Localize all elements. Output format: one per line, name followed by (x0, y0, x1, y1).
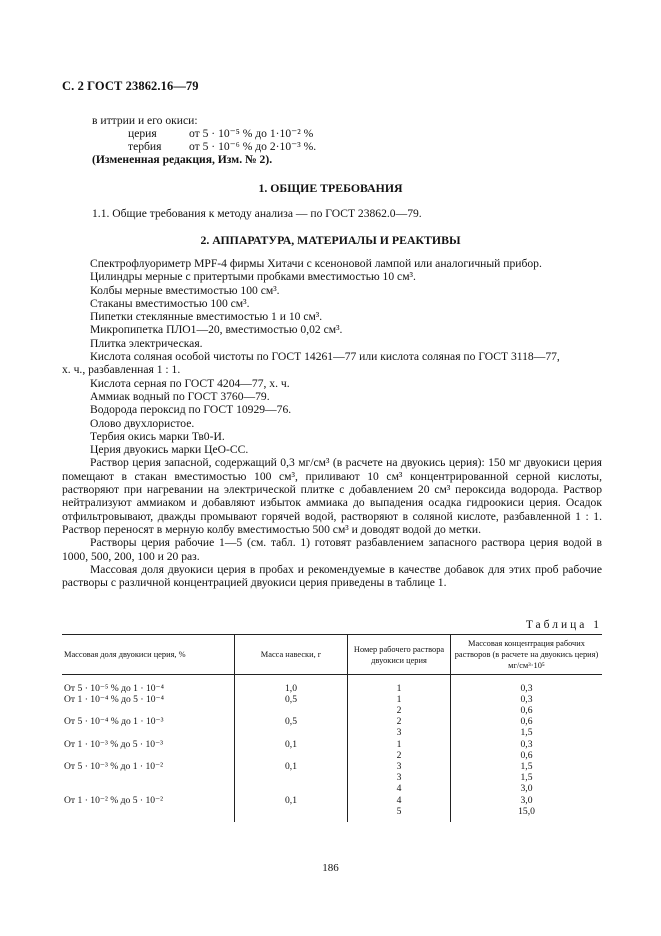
mass-fraction-paragraph: Массовая доля двуокиси церия в пробах и рекомендуемые в качестве добавок для этих проб рабочие растворы с различной концентрацией двуокиси церия приведены в таблице 1. (62, 562, 602, 590)
item-tin-chloride: Олово двухлористое. (90, 416, 195, 430)
table-row (62, 705, 602, 716)
cell-sample-mass: 0,1 (235, 795, 348, 806)
cell-mass-fraction: От 5 · 10⁻⁵ % до 1 · 10⁻⁴ (64, 682, 164, 694)
cell-concentration: 0,3 (451, 683, 603, 694)
section-1-title: 1. ОБЩИЕ ТРЕБОВАНИЯ (258, 181, 403, 195)
page-header: С. 2 ГОСТ 23862.16—79 (62, 79, 199, 93)
section-2-title: 2. АППАРАТУРА, МАТЕРИАЛЫ И РЕАКТИВЫ (200, 233, 461, 247)
cell-mass-fraction (62, 772, 235, 783)
cell-sample-mass: 1,0 (235, 683, 348, 694)
item-hotplate: Плитка электрическая. (90, 336, 203, 350)
cell-solution-number: 2 (348, 705, 451, 716)
cell-solution-number: 4 (348, 795, 451, 806)
cell-mass-fraction (62, 705, 235, 716)
cell-sample-mass (235, 705, 348, 716)
cell-concentration: 1,5 (451, 772, 603, 783)
cell-mass-fraction: От 1 · 10⁻⁴ % до 5 · 10⁻⁴ (64, 693, 164, 705)
header-sample-mass: Масса навески, г (235, 635, 348, 675)
table-row (62, 694, 602, 705)
cell-concentration: 0,6 (451, 716, 603, 727)
item-hydrochloric-acid-cont: х. ч., разбавленная 1 : 1. (62, 363, 181, 377)
item-ammonia: Аммиак водный по ГОСТ 3760—79. (90, 389, 270, 403)
cell-mass-fraction (62, 783, 235, 794)
cell-solution-number: 3 (348, 761, 451, 772)
range-terbium: от 5 · 10⁻⁶ % до 2·10⁻³ %. (189, 140, 317, 153)
item-hydrochloric-acid: Кислота соляная особой чистоты по ГОСТ 14261—77 или кислота соляная по ГОСТ 3118—77, (90, 350, 560, 364)
cell-solution-number: 1 (348, 739, 451, 750)
header-concentration: Массовая концентрация рабочих растворов (в расчете на двуокись церия) мг/см³·10⁵ (451, 635, 603, 675)
cell-mass-fraction: От 5 · 10⁻³ % до 1 · 10⁻² (64, 760, 164, 772)
cell-mass-fraction: От 1 · 10⁻² % до 5 · 10⁻² (64, 794, 164, 806)
item-hydrogen-peroxide: Водорода пероксид по ГОСТ 10929—76. (90, 403, 292, 417)
element-name-terbium: тербия (128, 140, 162, 153)
cell-mass-fraction (62, 806, 235, 817)
cell-concentration: 0,3 (451, 739, 603, 750)
cell-sample-mass (235, 783, 348, 794)
table-spacer-row (62, 675, 602, 683)
table-row (62, 716, 602, 727)
cell-mass-fraction: От 5 · 10⁻⁴ % до 1 · 10⁻³ (64, 716, 164, 728)
cell-concentration: 0,6 (451, 750, 603, 761)
table-row (62, 750, 602, 761)
cell-solution-number: 3 (348, 772, 451, 783)
cell-solution-number: 5 (348, 806, 451, 817)
item-cerium-dioxide: Церия двуокись марки ЦеО-СС. (90, 443, 249, 457)
cell-sample-mass: 0,1 (235, 739, 348, 750)
item-spectrofluorimeter: Спектрофлуориметр MPF-4 фирмы Хитачи с ксеноновой лампой или аналогичный прибор. (90, 257, 542, 270)
header-mass-fraction: Массовая доля двуокиси церия, % (62, 635, 235, 675)
cell-solution-number: 4 (348, 783, 451, 794)
element-name-cerium: церия (128, 127, 157, 140)
cell-solution-number: 1 (348, 683, 451, 694)
cell-sample-mass: 0,1 (235, 761, 348, 772)
table-row (62, 739, 602, 750)
table-row (62, 761, 602, 772)
item-cylinders: Цилиндры мерные с притертыми пробками вместимостью 10 см³. (90, 270, 416, 284)
table-header-row (62, 635, 602, 675)
cell-mass-fraction (62, 750, 235, 761)
cell-mass-fraction (62, 727, 235, 738)
item-beakers: Стаканы вместимостью 100 см³. (90, 296, 250, 310)
table-body (62, 675, 602, 822)
cell-concentration: 1,5 (451, 727, 603, 738)
cell-solution-number: 2 (348, 750, 451, 761)
amendment-note: (Измененная редакция, Изм. № 2). (92, 153, 273, 166)
table-row (62, 683, 602, 694)
cell-concentration: 1,5 (451, 761, 603, 772)
item-micropipette: Микропипетка ПЛО1—20, вместимостью 0,02 см³. (90, 323, 343, 337)
page-number: 186 (322, 862, 339, 874)
table-row (62, 727, 602, 738)
cell-solution-number: 1 (348, 694, 451, 705)
table-caption: Таблица 1 (525, 619, 602, 631)
table-end-spacer (62, 817, 602, 822)
table-row (62, 772, 602, 783)
item-pipettes: Пипетки стеклянные вместимостью 1 и 10 см³. (90, 310, 323, 324)
cell-concentration: 3,0 (451, 783, 603, 794)
table-row (62, 795, 602, 806)
cell-mass-fraction: От 1 · 10⁻³ % до 5 · 10⁻³ (64, 738, 164, 750)
item-flasks: Колбы мерные вместимостью 100 см³. (90, 283, 280, 297)
table-row (62, 783, 602, 794)
item-sulfuric-acid: Кислота серная по ГОСТ 4204—77, х. ч. (90, 376, 290, 390)
cell-sample-mass: 0,5 (235, 694, 348, 705)
cell-sample-mass (235, 806, 348, 817)
stock-solution-paragraph: Раствор церия запасной, содержащий 0,3 мг/см³ (в расчете на двуокись церия): 150 мг двуокиси церия помещают в стакан вместимостью 100 см³, приливают 10 см³ концентрированной серной кислоты, растворяют при нагревании на электрической плитке с добавлением 20 см³ пероксида водорода. Раствор нейтрализуют аммиаком и добавляют избыток аммиака до выпадения осадка гидроокиси церия. Осадок отфильтровывают, дважды промывают горячей водой, растворяют в соляной кислоте, разбавленной 1 : 1. Раствор переносят в мерную колбу вместимостью 500 см³ и доводят водой до метки. (62, 456, 602, 536)
working-solutions-paragraph: Растворы церия рабочие 1—5 (см. табл. 1) готовят разбавлением запасного раствора церия водой в 1000, 500, 200, 100 и 20 раз. (62, 536, 602, 563)
cell-concentration: 3,0 (451, 795, 603, 806)
section-2-body (62, 257, 602, 589)
cell-sample-mass: 0,5 (235, 716, 348, 727)
cell-sample-mass (235, 750, 348, 761)
cell-concentration: 0,6 (451, 705, 603, 716)
cell-concentration: 0,3 (451, 694, 603, 705)
intro-line: в иттрии и его окиси: (92, 114, 198, 127)
table-row (62, 806, 602, 817)
cell-concentration: 15,0 (451, 806, 603, 817)
table-1 (62, 634, 602, 822)
range-cerium: от 5 · 10⁻⁵ % до 1·10⁻² % (189, 127, 314, 140)
section-1-text: 1.1. Общие требования к методу анализа — по ГОСТ 23862.0—79. (92, 207, 422, 220)
header-solution-number: Номер рабочего раствора двуокиси церия (348, 635, 451, 675)
cell-solution-number: 3 (348, 727, 451, 738)
cell-sample-mass (235, 772, 348, 783)
cell-sample-mass (235, 727, 348, 738)
cell-solution-number: 2 (348, 716, 451, 727)
item-terbium-oxide: Тербия окись марки Тв0-И. (90, 429, 225, 443)
